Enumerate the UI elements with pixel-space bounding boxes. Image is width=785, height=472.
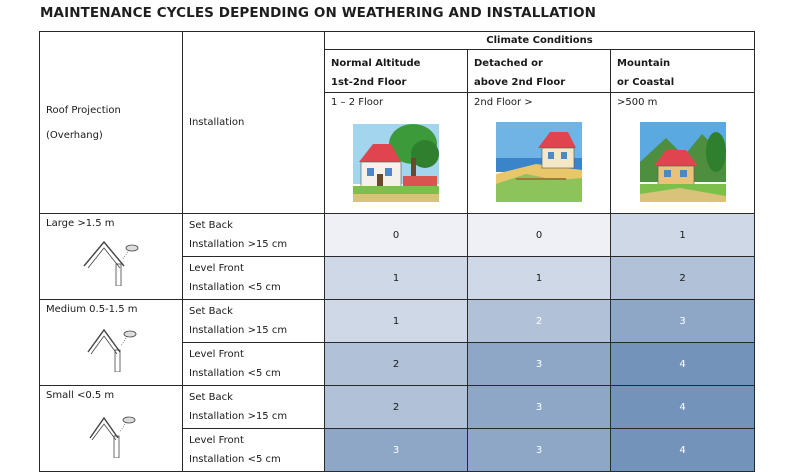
- value-cell: 3: [468, 343, 611, 386]
- image-cell-mountain: [611, 113, 755, 214]
- climate-conditions-header: Climate Conditions: [325, 32, 755, 50]
- install-cell: Set Back Installation >15 cm: [183, 214, 325, 257]
- house-mountain-icon: [640, 122, 726, 202]
- value-cell: 1: [468, 257, 611, 300]
- maintenance-table: [39, 31, 755, 472]
- value-cell: 1: [325, 257, 468, 300]
- climate-col-normal: Normal Altitude 1st-2nd Floor: [325, 50, 468, 93]
- value-cell: 0: [468, 214, 611, 257]
- installation-label: Installation: [189, 117, 245, 128]
- roof-cell-medium: [40, 300, 183, 386]
- install-cell: Level Front Installation <5 cm: [183, 429, 325, 472]
- value-cell: 3: [325, 429, 468, 472]
- value-cell: 4: [611, 429, 755, 472]
- value-cell: 2: [468, 300, 611, 343]
- house-coastal-icon: [496, 122, 582, 202]
- value-cell: 4: [611, 386, 755, 429]
- climate-sub-normal: 1 – 2 Floor: [325, 93, 468, 114]
- house-normal-icon: [353, 122, 439, 202]
- value-cell: 0: [325, 214, 468, 257]
- roof-cell-large: [40, 214, 183, 300]
- overhang-label: (Overhang): [46, 129, 103, 141]
- roof-cell-small: [40, 386, 183, 472]
- roof-overhang-icon: [82, 408, 146, 458]
- install-cell: Set Back Installation >15 cm: [183, 386, 325, 429]
- page-title: MAINTENANCE CYCLES DEPENDING ON WEATHERING AND INSTALLATION: [40, 5, 597, 21]
- roof-label-medium: Medium 0.5-1.5 m: [46, 304, 138, 315]
- value-cell: 1: [325, 300, 468, 343]
- value-cell: 3: [468, 386, 611, 429]
- installation-header: [183, 32, 325, 214]
- roof-projection-label: Roof Projection: [46, 104, 121, 116]
- value-cell: 1: [611, 214, 755, 257]
- roof-label-small: Small <0.5 m: [46, 390, 115, 401]
- value-cell: 4: [611, 343, 755, 386]
- roof-projection-header: [40, 32, 183, 214]
- value-cell: 3: [468, 429, 611, 472]
- roof-overhang-icon: [82, 322, 146, 372]
- climate-col-detached: Detached or above 2nd Floor: [468, 50, 611, 93]
- roof-overhang-icon: [82, 236, 146, 286]
- install-cell: Set Back Installation >15 cm: [183, 300, 325, 343]
- climate-sub-detached: 2nd Floor >: [468, 93, 611, 114]
- image-cell-normal: [325, 113, 468, 214]
- install-cell: Level Front Installation <5 cm: [183, 257, 325, 300]
- climate-sub-mountain: >500 m: [611, 93, 755, 114]
- climate-col-mountain: Mountain or Coastal: [611, 50, 755, 93]
- value-cell: 2: [611, 257, 755, 300]
- value-cell: 3: [611, 300, 755, 343]
- install-cell: Level Front Installation <5 cm: [183, 343, 325, 386]
- value-cell: 2: [325, 343, 468, 386]
- value-cell: 2: [325, 386, 468, 429]
- image-cell-detached: [468, 113, 611, 214]
- roof-label-large: Large >1.5 m: [46, 218, 115, 229]
